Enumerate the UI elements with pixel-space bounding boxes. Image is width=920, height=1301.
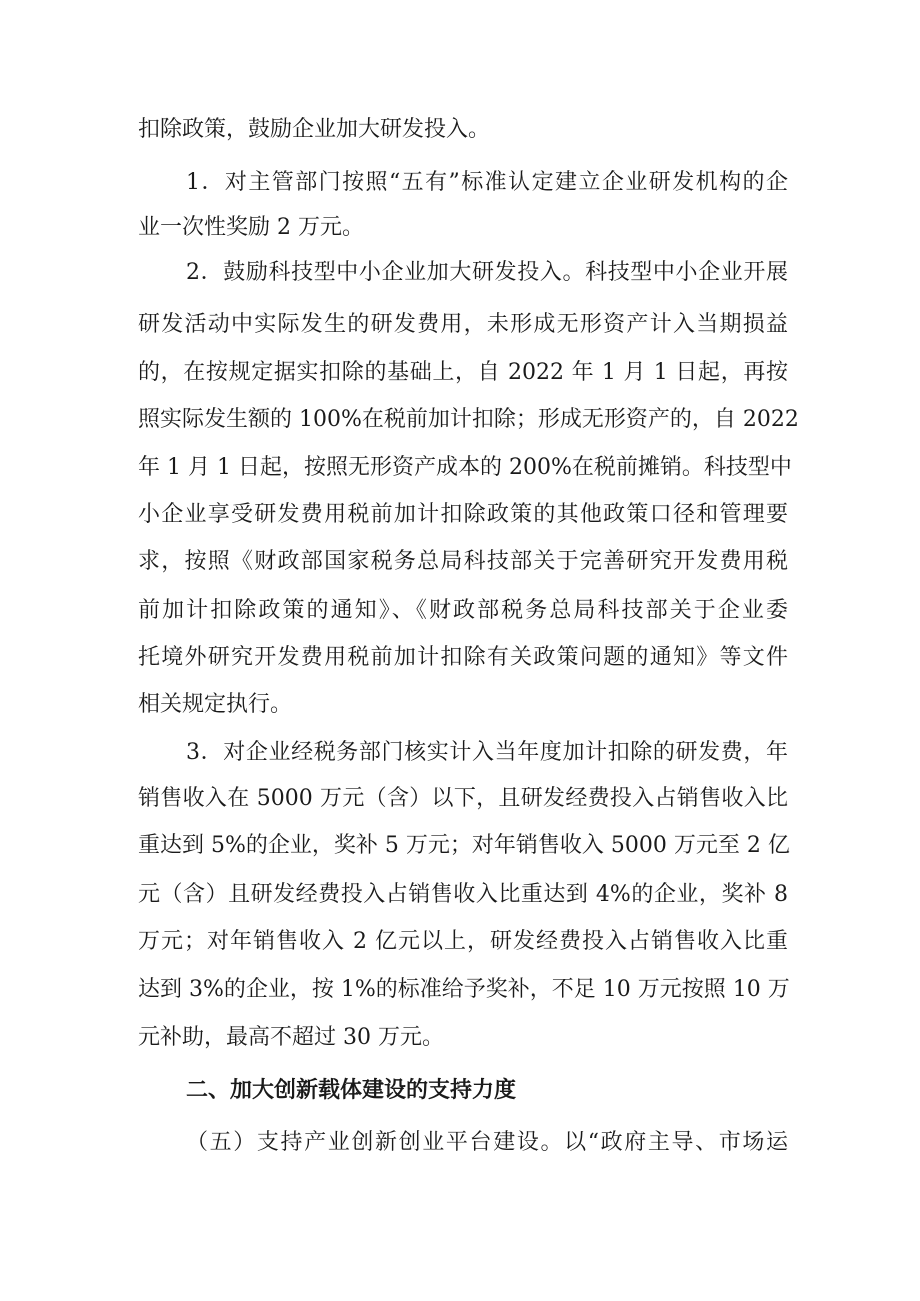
text-line: 的，在按规定据实扣除的基础上，自 2022 年 1 月 1 日起，再按 xyxy=(138,360,788,385)
text-line: 照实际发生额的 100%在税前加计扣除；形成无形资产的，自 2022 xyxy=(138,407,799,432)
text-line: 达到 3%的企业，按 1%的标准给予奖补，不足 10 万元按照 10 万 xyxy=(138,977,790,1002)
text-line: 托境外研究开发费用税前加计扣除有关政策问题的通知》等文件 xyxy=(138,645,788,670)
text-line: 小企业享受研发费用税前加计扣除政策的其他政策口径和管理要 xyxy=(138,502,788,527)
text-line: 3．对企业经税务部门核实计入当年度加计扣除的研发费，年 xyxy=(186,740,788,765)
section-heading: 二、加大创新载体建设的支持力度 xyxy=(186,1078,517,1103)
text-line: 扣除政策，鼓励企业加大研发投入。 xyxy=(138,117,491,142)
text-line: 销售收入在 5000 万元（含）以下，且研发经费投入占销售收入比 xyxy=(138,786,788,811)
text-line: 业一次性奖励 2 万元。 xyxy=(138,215,364,240)
text-line: 前加计扣除政策的通知》、《财政部税务总局科技部关于企业委 xyxy=(138,598,788,623)
text-line: 1．对主管部门按照“五有”标准认定建立企业研发机构的企 xyxy=(186,170,788,195)
text-line: 2．鼓励科技型中小企业加大研发投入。科技型中小企业开展 xyxy=(186,260,788,285)
text-line: 相关规定执行。 xyxy=(138,692,293,717)
text-line: 万元；对年销售收入 2 亿元以上，研发经费投入占销售收入比重 xyxy=(138,929,788,954)
text-line: 重达到 5%的企业，奖补 5 万元；对年销售收入 5000 万元至 2 亿 xyxy=(138,833,790,858)
text-line: 年 1 月 1 日起，按照无形资产成本的 200%在税前摊销。科技型中 xyxy=(138,455,792,480)
text-line: 研发活动中实际发生的研发费用，未形成无形资产计入当期损益 xyxy=(138,312,788,337)
text-line: 元（含）且研发经费投入占销售收入比重达到 4%的企业，奖补 8 xyxy=(138,882,788,907)
text-line: 求，按照《财政部国家税务总局科技部关于完善研究开发费用税 xyxy=(138,549,788,574)
text-line: 元补助，最高不超过 30 万元。 xyxy=(138,1025,444,1050)
text-line: （五）支持产业创新创业平台建设。以“政府主导、市场运 xyxy=(186,1130,788,1155)
